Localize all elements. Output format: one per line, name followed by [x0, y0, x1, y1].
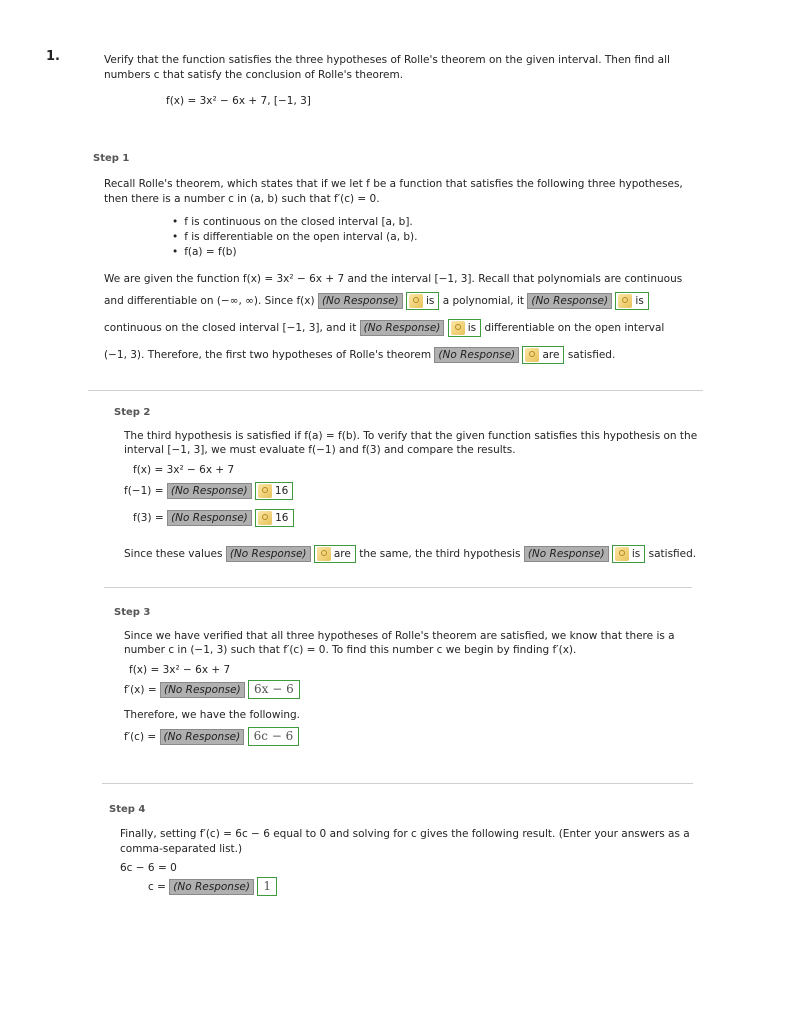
question-number: 1. — [46, 49, 60, 64]
answer-c[interactable]: 1 — [257, 877, 277, 896]
answer-f3[interactable] — [255, 509, 293, 527]
key-icon — [615, 547, 629, 561]
step1-l3-text-a: continuous on the closed interval [−1, 3], and it — [104, 322, 357, 334]
no-response-badge: (No Response) — [318, 293, 403, 309]
no-response-badge: (No Response) — [226, 546, 311, 562]
step1-recall-line2: then there is a number c in (a, b) such that f′(c) = 0. — [104, 193, 380, 205]
step2-fneg1-row — [124, 482, 293, 500]
no-response-badge: (No Response) — [527, 293, 612, 309]
step1-l2-text-b: a polynomial, it — [442, 295, 525, 307]
key-icon — [618, 294, 632, 308]
hypothesis-continuous: • f is continuous on the closed interval [a, b]. — [172, 216, 418, 228]
no-response-badge: (No Response) — [524, 546, 609, 562]
question-function: f(x) = 3x² − 6x + 7, [−1, 3] — [166, 95, 311, 107]
answer-is-3[interactable] — [448, 319, 481, 337]
step1-l2-text-a: and differentiable on (−∞, ∞). Since f(x) — [104, 295, 315, 307]
step1-l3-text-b: differentiable on the open interval — [484, 322, 665, 334]
step3-text-line2: number c in (−1, 3) such that f′(c) = 0. To find this number c we begin by finding f′(x). — [124, 644, 577, 656]
c-label: c = — [148, 881, 166, 893]
step3-function: f(x) = 3x² − 6x + 7 — [129, 664, 231, 676]
step1-given-text: We are given the function f(x) = 3x² − 6x + 7 and the interval [−1, 3]. Recall that polynomials are continuous — [104, 273, 683, 285]
since-text-b: the same, the third hypothesis — [359, 548, 521, 560]
step3-label: Step 3 — [114, 607, 151, 618]
answer-text: are — [542, 349, 560, 361]
answer-text: 16 — [275, 512, 289, 524]
step2-text-line2: interval [−1, 3], we must evaluate f(−1) and f(3) and compare the results. — [124, 444, 516, 456]
answer-is-1[interactable] — [406, 292, 439, 310]
step3-fprimec-row — [124, 727, 299, 746]
step3-text-line1: Since we have verified that all three hypotheses of Rolle's theorem are satisfied, we know that there is a — [124, 630, 675, 642]
answer-fprimec[interactable]: 6c − 6 — [248, 727, 300, 746]
answer-is-third[interactable] — [612, 545, 645, 563]
step2-text-line1: The third hypothesis is satisfied if f(a) = f(b). To verify that the given function satisfies this hypothesis on the — [124, 430, 698, 442]
answer-is-2[interactable] — [615, 292, 648, 310]
step1-l4-text-a: (−1, 3). Therefore, the first two hypotheses of Rolle's theorem — [104, 349, 432, 361]
since-text-a: Since these values — [124, 548, 223, 560]
fneg1-label: f(−1) = — [124, 485, 164, 497]
no-response-badge: (No Response) — [160, 729, 245, 745]
step3-fprime-row — [124, 680, 300, 699]
no-response-badge: (No Response) — [167, 510, 252, 526]
no-response-badge: (No Response) — [169, 879, 254, 895]
step1-line4 — [104, 346, 615, 364]
step1-line3 — [104, 319, 664, 337]
step3-therefore: Therefore, we have the following. — [124, 709, 301, 721]
key-icon — [525, 348, 539, 362]
no-response-badge: (No Response) — [160, 682, 245, 698]
no-response-badge: (No Response) — [434, 347, 519, 363]
key-icon — [451, 321, 465, 335]
fprimec-label: f′(c) = — [124, 731, 157, 743]
answer-are-same[interactable] — [314, 545, 356, 563]
key-icon — [258, 511, 272, 525]
step1-l4-text-b: satisfied. — [567, 349, 616, 361]
answer-text: 16 — [274, 485, 289, 497]
hypotheses-list — [172, 216, 418, 258]
answer-text: is — [467, 322, 477, 334]
answer-are[interactable] — [522, 346, 564, 364]
step4-text-line2: comma-separated list.) — [120, 843, 243, 855]
key-icon — [258, 484, 272, 498]
step4-label: Step 4 — [109, 804, 146, 815]
key-icon — [317, 547, 331, 561]
step4-c-row — [148, 877, 277, 896]
step4-equation: 6c − 6 = 0 — [120, 862, 177, 874]
step2-function: f(x) = 3x² − 6x + 7 — [133, 464, 235, 476]
question-prompt-line2: numbers c that satisfy the conclusion of Rolle's theorem. — [104, 69, 404, 81]
step1-line2 — [104, 292, 649, 310]
hypothesis-equal-endpoints: • f(a) = f(b) — [172, 246, 418, 258]
divider — [102, 783, 693, 784]
key-icon — [409, 294, 423, 308]
step2-since-row — [124, 545, 696, 563]
question-prompt-line1: Verify that the function satisfies the three hypotheses of Rolle's theorem on the given interval. Then find all — [104, 54, 670, 66]
hypothesis-differentiable: • f is differentiable on the open interval (a, b). — [172, 231, 418, 243]
answer-fneg1[interactable] — [255, 482, 293, 500]
fprime-label: f′(x) = — [124, 684, 157, 696]
no-response-badge: (No Response) — [167, 483, 252, 499]
divider — [88, 390, 703, 391]
step1-label: Step 1 — [93, 153, 130, 164]
since-text-c: satisfied. — [648, 548, 697, 560]
step1-recall-line1: Recall Rolle's theorem, which states that if we let f be a function that satisfies the following three hypotheses, — [104, 178, 683, 190]
step4-text-line1: Finally, setting f′(c) = 6c − 6 equal to 0 and solving for c gives the following result. (Enter your answers as a — [120, 828, 690, 840]
answer-text: is — [426, 295, 435, 307]
answer-fprime[interactable]: 6x − 6 — [248, 680, 300, 699]
answer-text: are — [333, 548, 351, 560]
no-response-badge: (No Response) — [360, 320, 445, 336]
divider — [104, 587, 692, 588]
answer-text: is — [631, 548, 641, 560]
answer-text: is — [635, 295, 644, 307]
f3-label: f(3) = — [133, 512, 164, 524]
step2-f3-row — [133, 509, 294, 527]
step2-label: Step 2 — [114, 407, 151, 418]
